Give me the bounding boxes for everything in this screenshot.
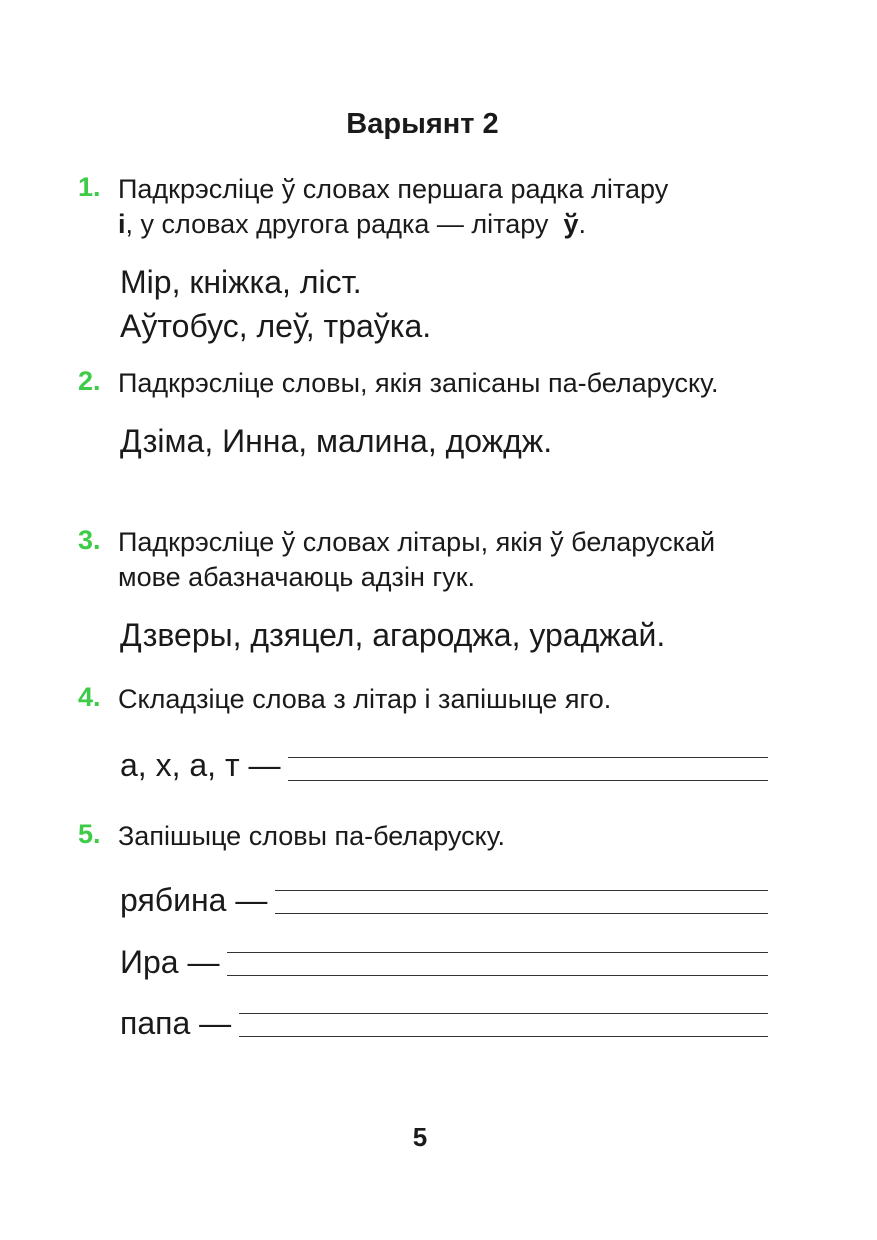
answer-field[interactable] xyxy=(120,745,768,785)
answer-label: Ира — xyxy=(120,944,220,980)
task-5 xyxy=(78,819,768,854)
page-number: 5 xyxy=(412,1122,428,1152)
writing-lines[interactable] xyxy=(288,745,768,785)
answer-label: а, х, а, т — xyxy=(120,747,281,783)
page-title: Варыянт 2 xyxy=(346,108,499,140)
task-1 xyxy=(78,172,768,348)
word-line: Мір, кніжка, ліст. xyxy=(120,264,362,300)
task-number: 4. xyxy=(78,682,101,712)
word-line: Аўтобус, леў, траўка. xyxy=(120,308,432,344)
task-number: 5. xyxy=(78,819,101,849)
word-line: Дзіма, Инна, малина, дождж. xyxy=(120,423,553,459)
writing-lines[interactable] xyxy=(275,880,768,920)
task-instruction: Запішыце словы па-беларуску. xyxy=(118,821,506,851)
answer-label: рябина — xyxy=(120,882,268,918)
answer-field[interactable] xyxy=(120,942,768,982)
letter-u-short: ў xyxy=(563,209,579,239)
answer-field[interactable] xyxy=(120,880,768,920)
word-line: Дзверы, дзяцел, агароджа, ураджай. xyxy=(120,617,666,653)
task-instruction: Складзіце слова з літар і запішыце яго. xyxy=(118,684,612,714)
letter-i: і xyxy=(118,209,126,239)
task-3 xyxy=(78,525,768,657)
answer-field[interactable] xyxy=(120,1003,768,1043)
task-number: 2. xyxy=(78,366,101,396)
task-instruction: Падкрэсліце словы, якія запісаны па-беларуску. xyxy=(118,368,719,398)
task-instruction: Падкрэсліце ў словах першага радка літару і, у словах другога радка — літару ў. xyxy=(118,174,669,239)
task-4 xyxy=(78,682,768,717)
task-2 xyxy=(78,366,768,463)
writing-lines[interactable] xyxy=(227,942,768,982)
task-number: 3. xyxy=(78,525,101,555)
answer-label: папа — xyxy=(120,1005,232,1041)
task-instruction: Падкрэсліце ў словах літары, якія ў беларускай мове абазначаюць адзін гук. xyxy=(118,527,716,592)
writing-lines[interactable] xyxy=(239,1003,768,1043)
task-number: 1. xyxy=(78,172,101,202)
